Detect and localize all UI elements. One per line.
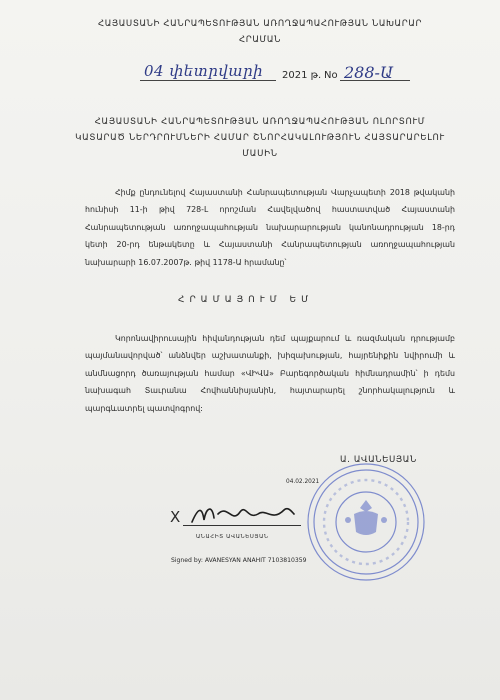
date-underline <box>140 80 276 81</box>
header-line-ministry: ՀԱՅԱՍՏԱՆԻ ՀԱՆՐԱՊԵՏՈՒԹՅԱՆ ԱՌՈՂՋԱՊԱՀՈՒԹՅԱՆ ՆԱԽԱՐԱՐ <box>97 19 423 29</box>
digital-signature-text: Signed by: AVANESYAN ANAHIT 7103810359 <box>171 557 307 564</box>
number-underline <box>340 80 410 81</box>
header-line-order: ՀՐԱՄԱՆ <box>239 35 281 45</box>
handwritten-decree-number: 288-Ա <box>344 63 393 82</box>
decree-year: 2021 թ. <box>282 70 322 81</box>
body-paragraph: Կորոնավիրուսային հիվանդության դեմ պայքարում և ռազմական դրությամբ պայմանավորված՝ անձնվեր աշխատանքի, խիզախության, հայրենիքին նվիրումի և անմնացորդ ծառայության համար «ՎԻՎԱ» Բարեգործական հիմնադրամին՝ ի դեմս նախագահ Տաւրանա Հովհաննիսյանին, հայտարարել շնորհակալություն և պարգևատրել պատվոգրով: <box>85 334 455 413</box>
signature-x-mark: X <box>170 508 181 526</box>
title-line-1: ՀԱՅԱՍՏԱՆԻ ՀԱՆՐԱՊԵՏՈՒԹՅԱՆ ԱՌՈՂՋԱՊԱՀՈՒԹՅԱՆ ՈԼՈՐՏՈՒՄ <box>94 117 426 127</box>
decree-title <box>70 114 450 162</box>
decree-word: ՀՐԱՄԱՅՈՒՄ ԵՄ <box>178 295 314 305</box>
signature-name-caption: ԱՆԱՀԻՏ ԱՎԱՆԵՍՅԱՆ <box>196 534 269 540</box>
official-seal <box>288 448 428 588</box>
decree-date-number-line <box>140 62 430 86</box>
basis-paragraph: Հիմք ընդունելով Հայաստանի Հանրապետության Վարչապետի 2018 թվականի հունիսի 11-ի թիվ 728-Լ որոշման Հավելվածով հաստատված Հայաստանի Հանրապետության առողջապահության նախարարության կանոնադրության 18-րդ կետի 20-րդ ենթակետը և Հայաստանի Հանրապետության առողջապահության նախարարի 16.07.2007թ. թիվ 1178-Ա հրամանը՝ <box>85 188 455 267</box>
signer-name: Ա. ԱՎԱՆԵՍՅԱՆ <box>340 455 417 465</box>
ministry-header <box>80 16 440 48</box>
number-label: No <box>324 70 338 81</box>
stamp-date: 04.02.2021 <box>286 479 320 485</box>
signature-line <box>183 525 301 526</box>
title-line-3: ՄԱՍԻՆ <box>242 149 278 159</box>
title-line-2: ԿԱՏԱՐԱԾ ՆԵՐԴՐՈՒՄՆԵՐԻ ՀԱՄԱՐ ՇՆՈՐՀԱԿԱԼՈՒԹՅՈՒՆ ՀԱՅՏԱՐԱՐԵԼՈՒ <box>75 133 445 143</box>
handwritten-date: 04 փետրվարի <box>144 62 264 80</box>
